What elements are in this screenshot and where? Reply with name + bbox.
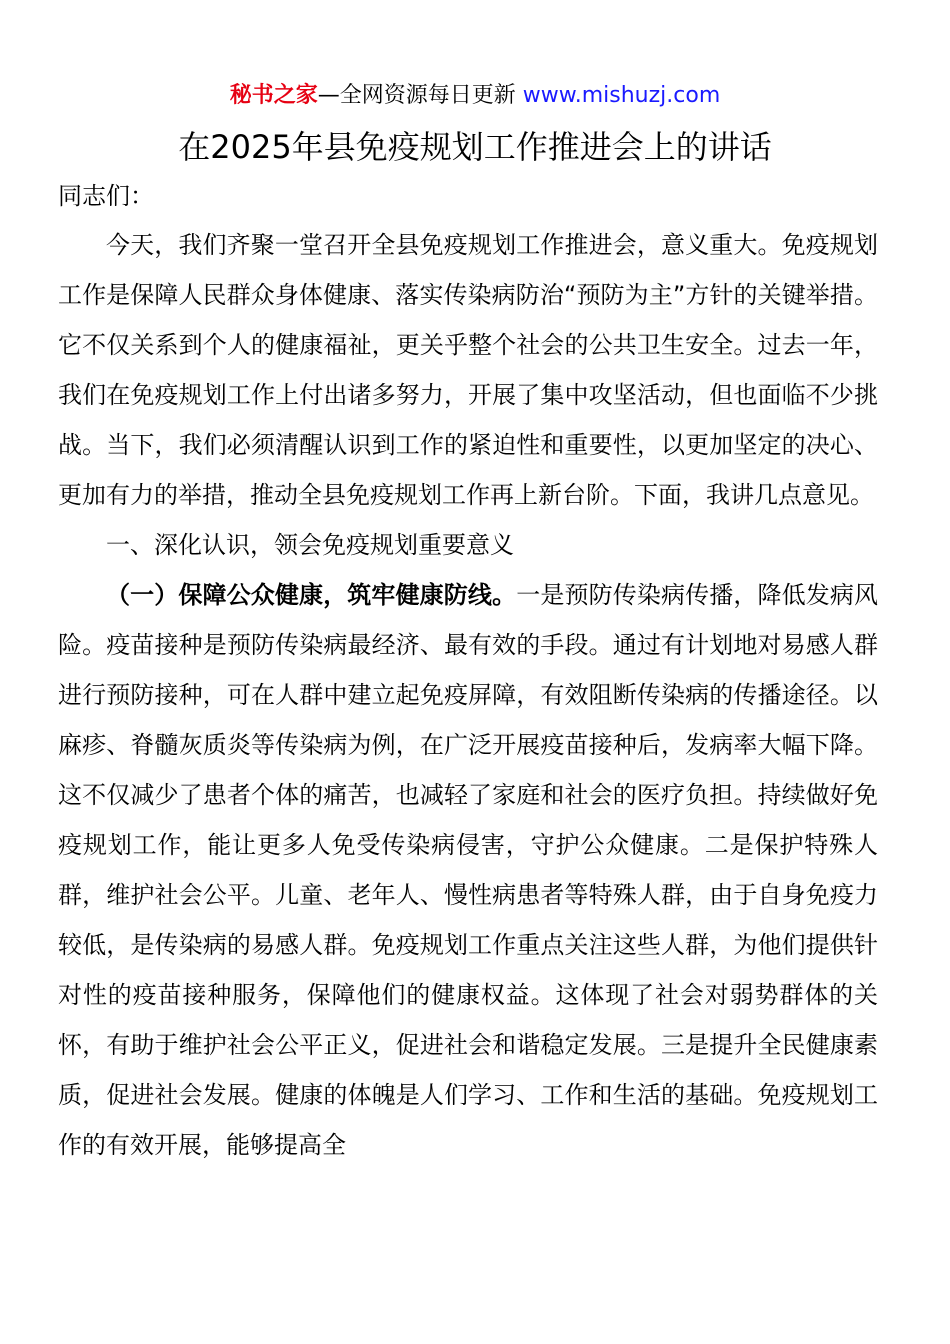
subsection-1-paragraph <box>58 570 878 1170</box>
subsection-1-body: 一是预防传染病传播，降低发病风险。疫苗接种是预防传染病最经济、最有效的手段。通过有计划地对易感人群进行预防接种，可在人群中建立起免疫屏障，有效阻断传染病的传播途径。以麻疹、脊髓灰质炎等传染病为例，在广泛开展疫苗接种后，发病率大幅下降。这不仅减少了患者个体的痛苦，也减轻了家庭和社会的医疗负担。持续做好免疫规划工作，能让更多人免受传染病侵害，守护公众健康。二是保护特殊人群，维护社会公平。儿童、老年人、慢性病患者等特殊人群，由于自身免疫力较低，是传染病的易感人群。免疫规划工作重点关注这些人群，为他们提供针对性的疫苗接种服务，保障他们的健康权益。这体现了社会对弱势群体的关怀，有助于维护社会公平正义，促进社会和谐稳定发展。三是提升全民健康素质，促进社会发展。健康的体魄是人们学习、工作和生活的基础。免疫规划工作的有效开展，能够提高全 <box>58 581 879 1159</box>
site-tagline: —全网资源每日更新 <box>317 83 523 108</box>
site-header-banner <box>0 80 950 112</box>
section-heading-1: 一、深化认识，领会免疫规划重要意义 <box>106 531 514 559</box>
subsection-heading-1: （一）保障公众健康，筑牢健康防线。 <box>106 581 517 609</box>
document-title: 在2025年县免疫规划工作推进会上的讲话 <box>178 128 772 166</box>
site-url-link[interactable]: www.mishuzj.com <box>522 83 721 108</box>
document-body <box>58 220 878 1170</box>
salutation: 同志们： <box>58 182 154 210</box>
site-brand: 秘书之家 <box>229 83 318 108</box>
intro-paragraph: 今天，我们齐聚一堂召开全县免疫规划工作推进会，意义重大。免疫规划工作是保障人民群众身体健康、落实传染病防治“预防为主”方针的关键举措。它不仅关系到个人的健康福祉，更关乎整个社会的公共卫生安全。过去一年，我们在免疫规划工作上付出诸多努力，开展了集中攻坚活动，但也面临不少挑战。当下，我们必须清醒认识到工作的紧迫性和重要性，以更加坚定的决心、更加有力的举措，推动全县免疫规划工作再上新台阶。下面，我讲几点意见。 <box>58 231 878 509</box>
